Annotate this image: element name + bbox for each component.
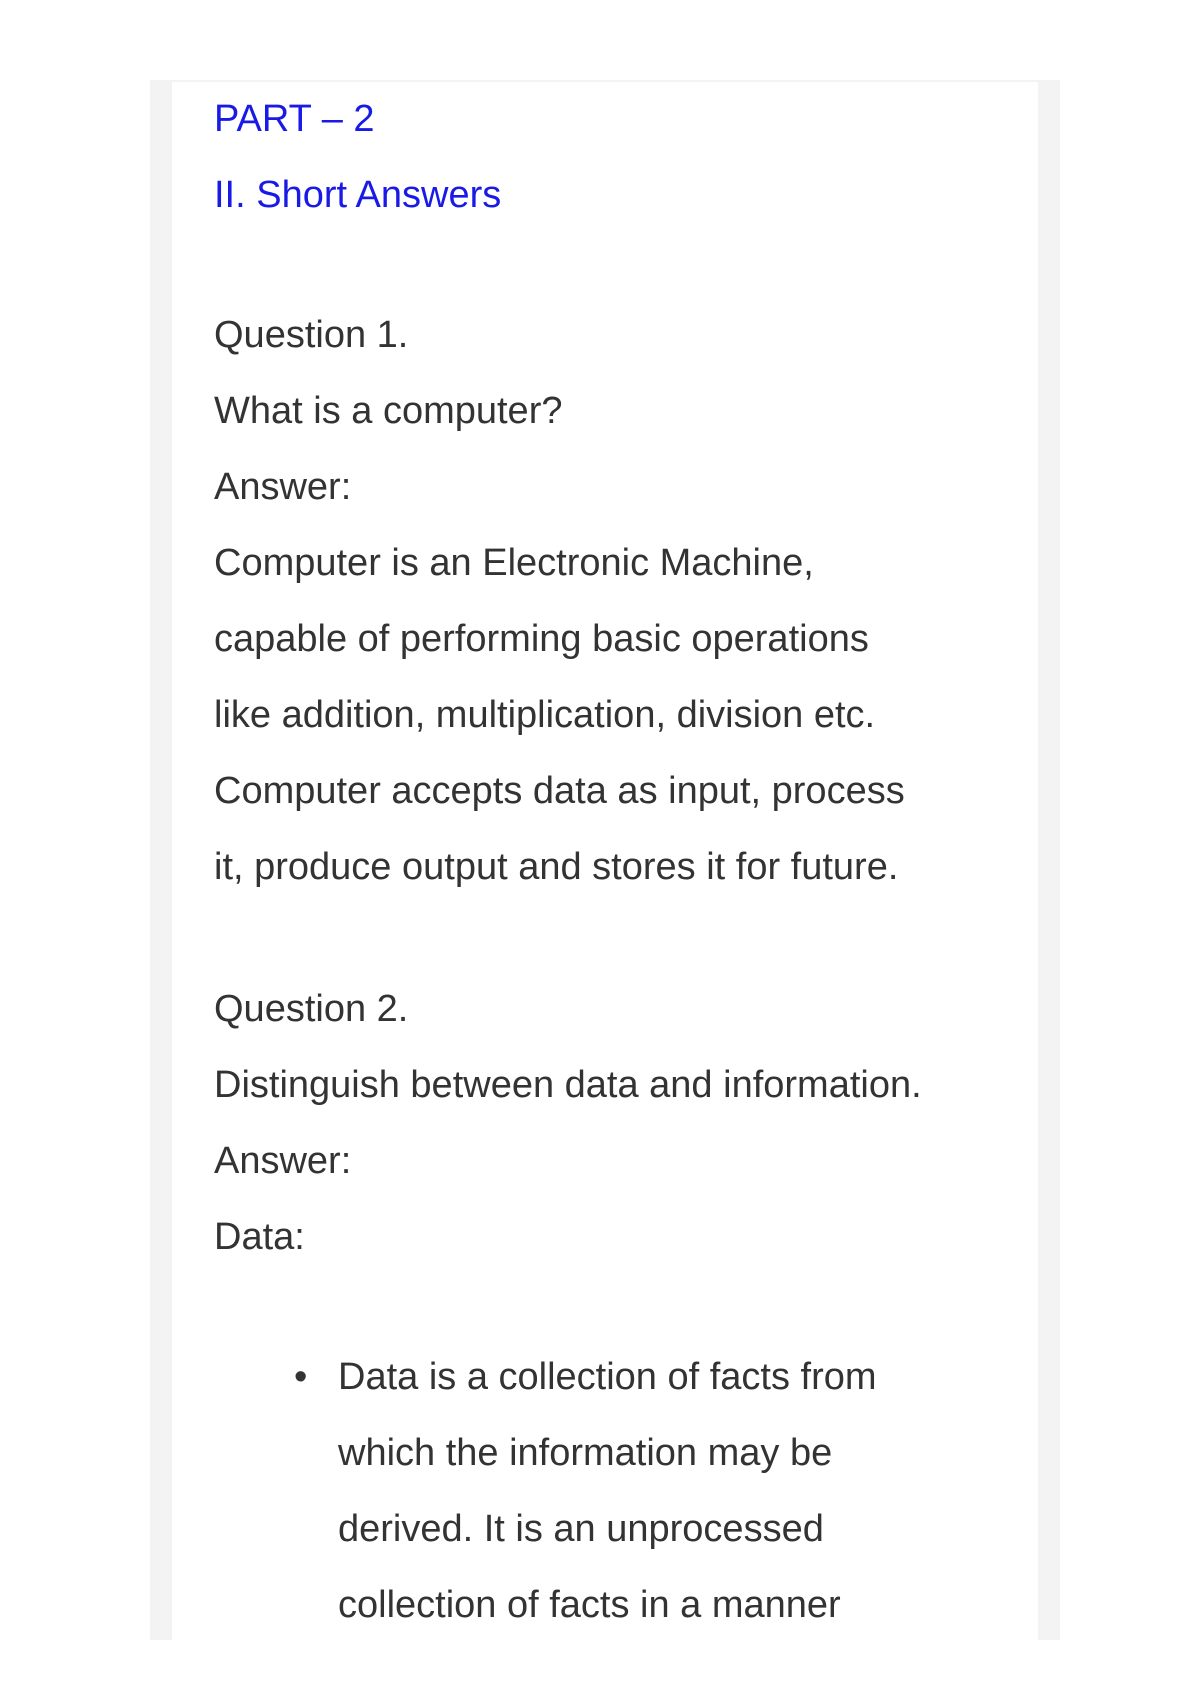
bullet-line: derived. It is an unprocessed [338, 1508, 824, 1550]
bullet-marker: • [294, 1356, 308, 1398]
data-label: Data: [214, 1216, 305, 1258]
answer-1-line: like addition, multiplication, division etc. [214, 694, 876, 736]
question-1-label: Question 1. [214, 314, 409, 356]
section-heading: II. Short Answers [214, 174, 502, 216]
bullet-line: collection of facts in a manner [338, 1584, 841, 1626]
question-1-text: What is a computer? [214, 390, 563, 432]
answer-1-line: Computer is an Electronic Machine, [214, 542, 814, 584]
answer-1-line: Computer accepts data as input, process [214, 770, 905, 812]
answer-1-line: capable of performing basic operations [214, 618, 869, 660]
question-2-text: Distinguish between data and information. [214, 1064, 922, 1106]
question-2-answer-label: Answer: [214, 1140, 352, 1182]
answer-1-line: it, produce output and stores it for future. [214, 846, 899, 888]
bullet-line: Data is a collection of facts from [338, 1356, 877, 1398]
document-content [172, 82, 1038, 1640]
bullet-line: which the information may be [338, 1432, 833, 1474]
question-1-answer-label: Answer: [214, 466, 352, 508]
part-heading: PART – 2 [214, 98, 375, 140]
question-2-label: Question 2. [214, 988, 409, 1030]
